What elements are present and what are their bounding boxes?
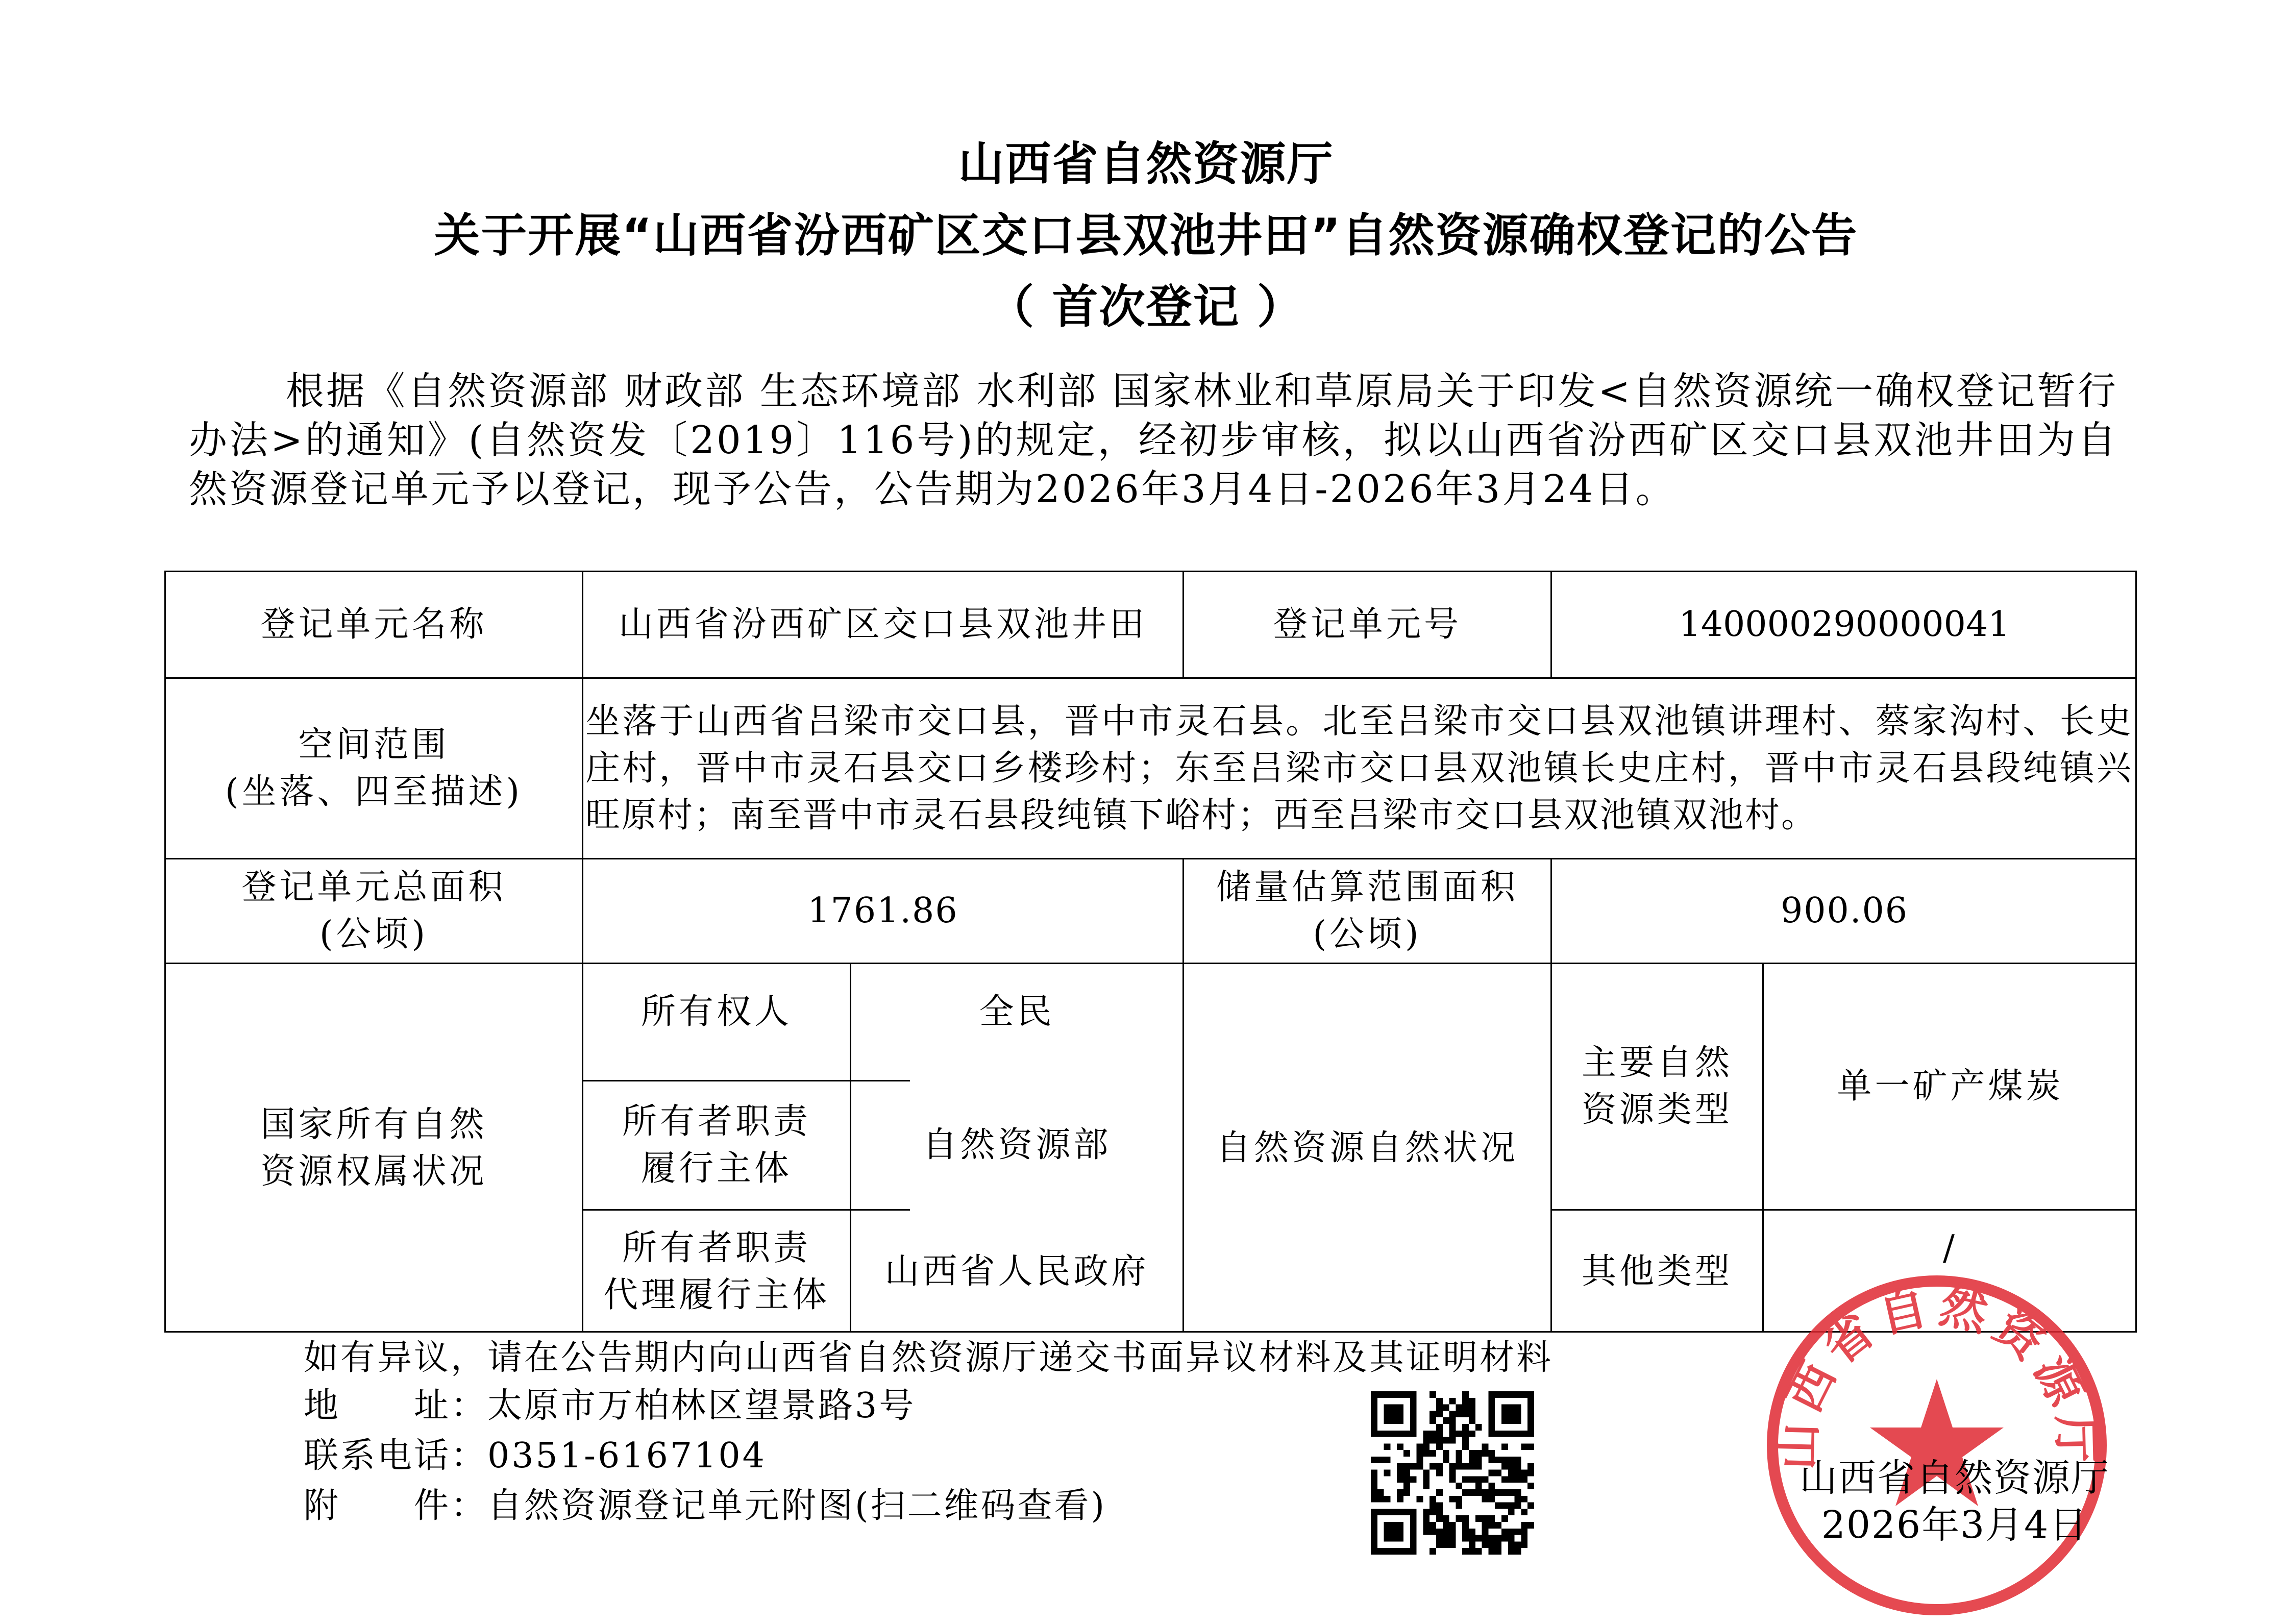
issuer-name: 山西省自然资源厅 (1800, 1456, 2110, 1500)
duty-subject-label-line1: 所有者职责 (622, 1101, 811, 1142)
ownership-status-label (166, 964, 582, 1333)
reserve-area-value: 900.06 (1781, 891, 1908, 931)
total-area-value: 1761.86 (807, 891, 958, 931)
owner-value: 全民 (979, 991, 1055, 1032)
address-label: 地 址： (304, 1386, 488, 1426)
agent-subject-label-line1: 所有者职责 (622, 1227, 811, 1268)
agent-subject-value: 山西省人民政府 (884, 1251, 1149, 1292)
main-resource-type-label-line2: 资源类型 (1581, 1090, 1733, 1130)
attachment-value: 自然资源登记单元附图(扫二维码查看) (487, 1486, 1107, 1526)
seal-text: 山西省自然资源厅 (1770, 1278, 2104, 1471)
spatial-range-description: 坐落于山西省吕梁市交口县，晋中市灵石县。北至吕梁市交口县双池镇讲理村、蔡家沟村、长史庄村，晋中市灵石县交口乡楼珍村；东至吕梁市交口县双池镇长史庄村，晋中市灵石县段纯镇兴旺原村；南至晋中市灵石县段纯镇下峪村；西至吕梁市交口县双池镇双池村。 (585, 701, 2133, 835)
official-seal-icon (1758, 1267, 2115, 1624)
duty-subject-label-line2: 履行主体 (640, 1148, 792, 1189)
main-resource-type-label-line1: 主要自然 (1581, 1043, 1733, 1083)
ownership-status-label-line1: 国家所有自然 (260, 1104, 487, 1145)
issue-date: 2026年3月4日 (1821, 1503, 2088, 1547)
unit-number-value: 140000290000041 (1679, 604, 2010, 645)
reserve-area-label-line2: (公顷) (1313, 914, 1422, 954)
agent-subject-label-line2: 代理履行主体 (603, 1274, 830, 1315)
natural-status-label: 自然资源自然状况 (1216, 1128, 1518, 1168)
main-resource-type-value: 单一矿产煤炭 (1837, 1066, 2064, 1106)
address-line (304, 1383, 916, 1429)
objection-note: 如有异议，请在公告期内向山西省自然资源厅递交书面异议材料及其证明材料 (304, 1338, 1554, 1378)
notice-body-paragraph: 根据《自然资源部 财政部 生态环境部 水利部 国家林业和草原局关于印发<自然资源统一确权登记暂行办法>的通知》(自然资发〔2019〕116号)的规定，经初步审核，拟以山西省汾西矿区交口县双池井田为自然资源登记单元予以登记，现予公告，公告期为2026年3月4日-2026年3月24日。 (189, 368, 2118, 511)
duty-subject-value: 自然资源部 (922, 1125, 1112, 1165)
main-resource-type-label (1552, 964, 1762, 1209)
spatial-range-label-line1: 空间范围 (298, 724, 450, 765)
phone-value: 0351-6167104 (487, 1436, 767, 1476)
duty-subject-label (583, 1081, 850, 1209)
owner-label: 所有权人 (640, 991, 792, 1032)
notice-title-line1: 山西省自然资源厅 (958, 137, 1334, 191)
other-type-value: / (1943, 1228, 1958, 1268)
total-area-label-line1: 登记单元总面积 (241, 867, 506, 907)
qr-code-icon[interactable] (1371, 1391, 1534, 1555)
attachment-line (304, 1483, 1106, 1529)
phone-line (304, 1433, 767, 1479)
phone-label: 联系电话： (304, 1436, 488, 1476)
notice-title-line2: 关于开展“山西省汾西矿区交口县双池井田”自然资源确权登记的公告 (434, 209, 1858, 262)
agent-subject-label (583, 1211, 850, 1333)
ownership-status-label-line2: 资源权属状况 (260, 1151, 487, 1192)
spatial-range-label-line2: (坐落、四至描述) (225, 771, 523, 812)
total-area-label (166, 859, 582, 963)
total-area-label-line2: (公顷) (319, 914, 429, 954)
unit-name-label: 登记单元名称 (260, 604, 487, 645)
notice-title-line3: （ 首次登记 ） (988, 280, 1304, 334)
reserve-area-label (1184, 859, 1550, 963)
unit-number-label: 登记单元号 (1272, 604, 1462, 645)
reserve-area-label-line1: 储量估算范围面积 (1216, 867, 1518, 907)
attachment-label: 附 件： (304, 1486, 488, 1526)
other-type-label: 其他类型 (1581, 1251, 1733, 1292)
spatial-range-label (166, 679, 582, 858)
unit-name-value: 山西省汾西矿区交口县双池井田 (618, 604, 1147, 645)
address-value: 太原市万柏林区望景路3号 (487, 1386, 916, 1426)
registration-table (164, 571, 2137, 1333)
